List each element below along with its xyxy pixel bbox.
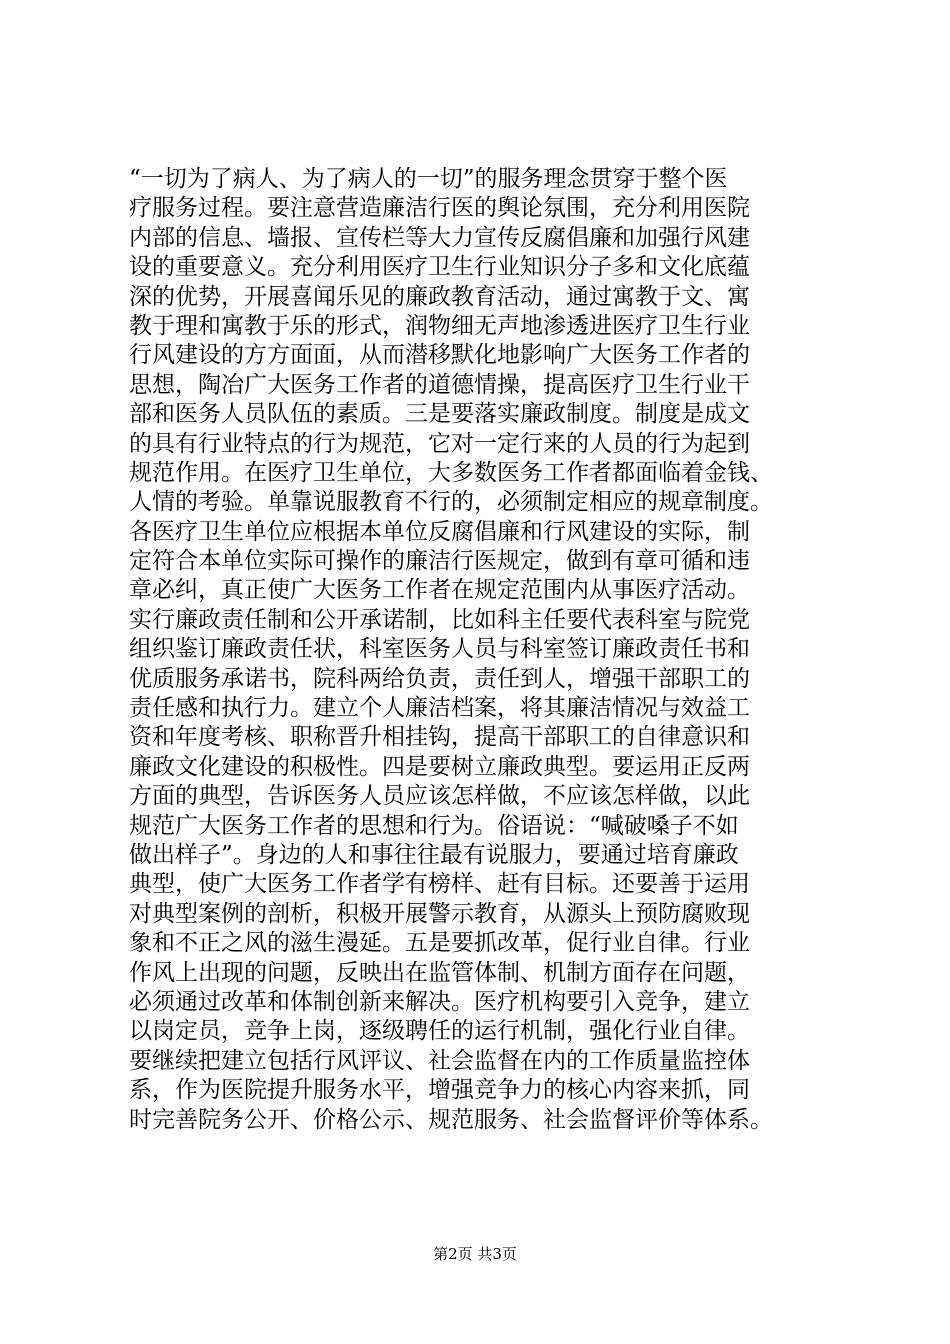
body-text-line: 教于理和寓教于乐的形式，润物细无声地渗透进医疗卫生行业 bbox=[129, 312, 750, 339]
body-text-line: 组织鉴订廉政责任状，科室医务人员与科室签订廉政责任书和 bbox=[129, 636, 750, 663]
body-text-line: 深的优势，开展喜闻乐见的廉政教育活动，通过寓教于文、寓 bbox=[129, 283, 750, 310]
body-text-line: 优质服务承诺书，院科两给负责，责任到人，增强干部职工的 bbox=[129, 665, 750, 692]
body-text-line: 各医疗卫生单位应根据本单位反腐倡廉和行风建设的实际，制 bbox=[129, 518, 750, 545]
body-text-line: 规范广大医务工作者的思想和行为。俗语说：“喊破嗓子不如 bbox=[129, 812, 739, 839]
body-text-line: 定符合本单位实际可操作的廉洁行医规定，做到有章可循和违 bbox=[129, 548, 750, 575]
body-text-line: 时完善院务公开、价格公示、规范服务、社会监督评价等体系。 bbox=[129, 1106, 773, 1133]
body-text-line: 内部的信息、墙报、宣传栏等大力宣传反腐倡廉和加强行风建 bbox=[129, 224, 750, 251]
body-text-line: 典型，使广大医务工作者学有榜样、赶有目标。还要善于运用 bbox=[129, 871, 750, 898]
body-text bbox=[129, 165, 854, 1135]
body-text-line: 实行廉政责任制和公开承诺制，比如科主任要代表科室与院党 bbox=[129, 606, 750, 633]
body-text-line: 方面的典型，告诉医务人员应该怎样做，不应该怎样做，以此 bbox=[129, 783, 750, 810]
body-text-line: 资和年度考核、职称晋升相挂钩，提高干部职工的自律意识和 bbox=[129, 724, 750, 751]
body-text-line: 的具有行业特点的行为规范，它对一定行来的人员的行为起到 bbox=[129, 430, 750, 457]
body-text-line: 象和不正之风的滋生漫延。五是要抓改革，促行业自律。行业 bbox=[129, 930, 750, 957]
body-text-line: 廉政文化建设的积极性。四是要树立廉政典型。要运用正反两 bbox=[129, 753, 750, 780]
body-text-line: 系，作为医院提升服务水平，增强竞争力的核心内容来抓，同 bbox=[129, 1077, 750, 1104]
body-text-line: 人情的考验。单靠说服教育不行的，必须制定相应的规章制度。 bbox=[129, 489, 773, 516]
body-text-line: 要继续把建立包括行风评议、社会监督在内的工作质量监控体 bbox=[129, 1047, 750, 1074]
body-text-line: 作风上出现的问题，反映出在监管体制、机制方面存在问题， bbox=[129, 959, 750, 986]
body-text-line: 行风建设的方方面面，从而潜移默化地影响广大医务工作者的 bbox=[129, 342, 750, 369]
body-text-line: “一切为了病人、为了病人的一切”的服务理念贯穿于整个医 bbox=[129, 166, 728, 192]
body-text-line: 做出样子”。身边的人和事往往最有说服力，要通过培育廉政 bbox=[129, 841, 739, 868]
body-text-line: 设的重要意义。充分利用医疗卫生行业知识分子多和文化底蕴 bbox=[129, 254, 750, 281]
body-text-line: 必须通过改革和体制创新来解决。医疗机构要引入竞争，建立 bbox=[129, 988, 750, 1015]
page-number-label: 第2页 共3页 bbox=[433, 1245, 517, 1263]
body-text-line: 规范作用。在医疗卫生单位，大多数医务工作者都面临着金钱、 bbox=[129, 459, 773, 486]
body-text-line: 章必纠，真正使广大医务工作者在规定范围内从事医疗活动。 bbox=[129, 577, 750, 604]
body-text-line: 责任感和执行力。建立个人廉洁档案，将其廉洁情况与效益工 bbox=[129, 695, 750, 722]
body-text-line: 部和医务人员队伍的素质。三是要落实廉政制度。制度是成文 bbox=[129, 401, 750, 428]
body-text-line: 对典型案例的剖析，积极开展警示教育，从源头上预防腐败现 bbox=[129, 900, 750, 927]
body-text-line: 以岗定员，竞争上岗，逐级聘任的运行机制，强化行业自律。 bbox=[129, 1018, 750, 1045]
body-text-line: 疗服务过程。要注意营造廉洁行医的舆论氛围，充分利用医院 bbox=[129, 195, 750, 222]
body-text-line: 思想，陶冶广大医务工作者的道德情操，提高医疗卫生行业干 bbox=[129, 371, 750, 398]
page-footer bbox=[0, 1244, 950, 1264]
